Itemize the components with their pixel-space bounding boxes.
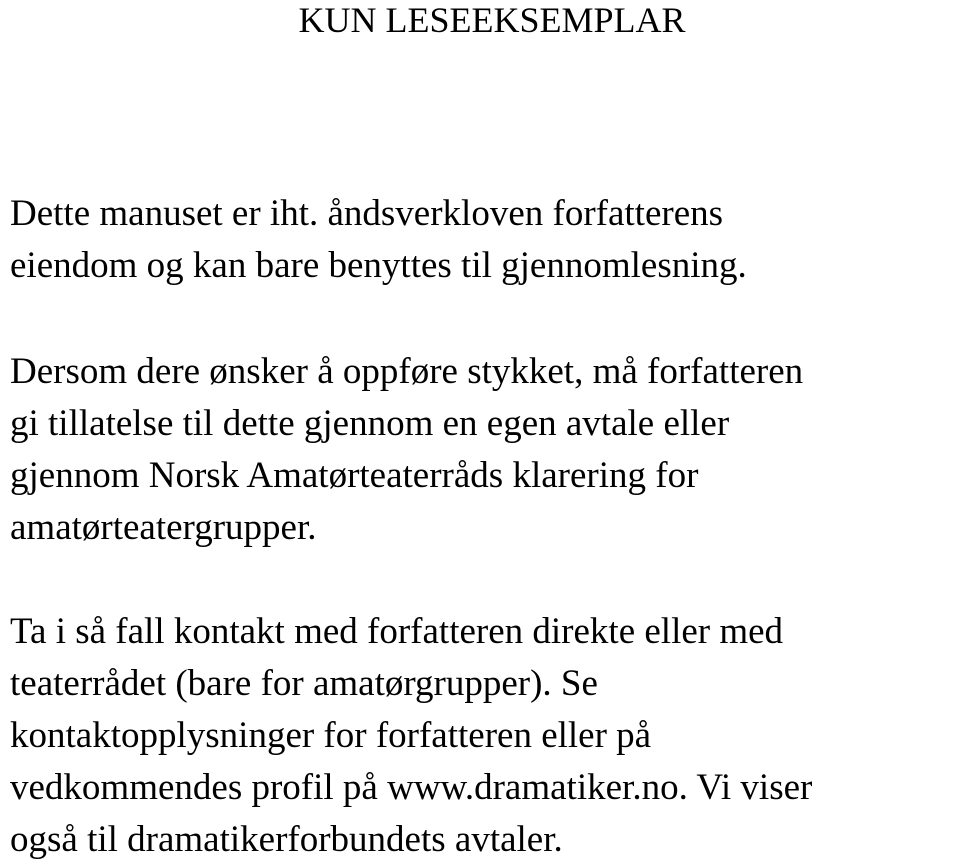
paragraph-line: eiendom og kan bare benyttes til gjennomlesning. [10,245,747,286]
paragraph-line: Ta i så fall kontakt med forfatteren direkte eller med [10,611,784,652]
permission-paragraph [10,346,960,554]
paragraph-line: kontaktopplysninger for forfatteren eller på [10,715,652,756]
paragraph-line: gjennom Norsk Amatørteaterråds klarering for [10,455,699,496]
paragraph-line: Dette manuset er iht. åndsverkloven forfatterens [10,193,724,234]
paragraph-line: amatørteatergrupper. [10,507,317,548]
paragraph-line: teaterrådet (bare for amatørgrupper). Se [10,663,598,704]
paragraph-line: Dersom dere ønsker å oppføre stykket, må forfatteren [10,351,804,392]
page-title: KUN LESEEKSEMPLAR [298,0,686,40]
copyright-paragraph [10,188,960,292]
contact-paragraph [10,606,960,866]
paragraph-line: gi tillatelse til dette gjennom en egen avtale eller [10,403,730,444]
paragraph-line: vedkommendes profil på www.dramatiker.no. Vi viser [10,767,813,808]
paragraph-line: også til dramatikerforbundets avtaler. [10,819,563,860]
